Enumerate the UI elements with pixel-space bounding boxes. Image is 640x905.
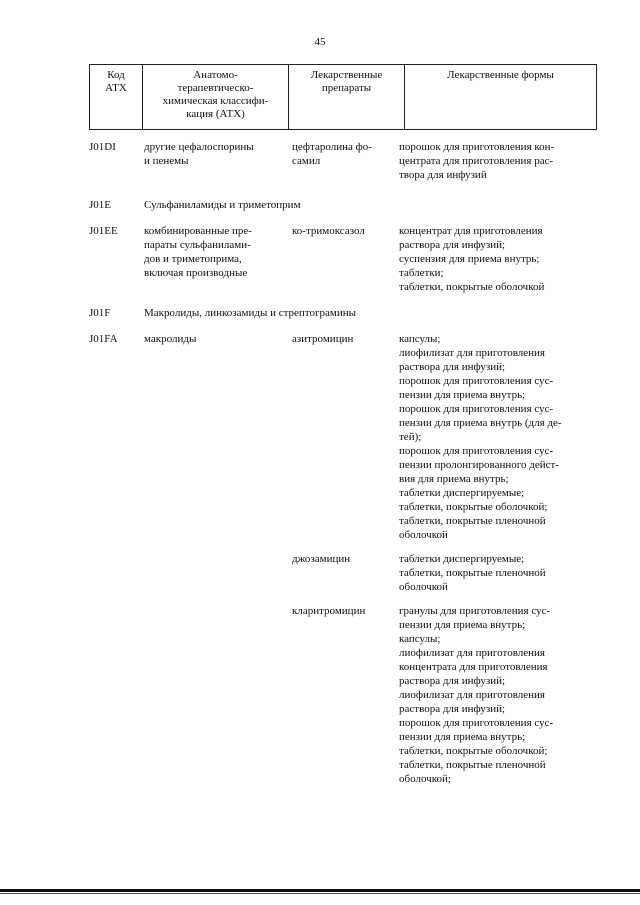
table-row — [89, 198, 609, 212]
header-classification: Анатомо- терапевтическо- химическая классифи- кация (АТХ) — [142, 65, 288, 129]
bottom-rule — [0, 889, 640, 892]
table-body — [89, 140, 609, 786]
atc-group-title: Макролиды, линкозамиды и стрептограмины — [144, 307, 356, 319]
bottom-rule-thin — [0, 893, 640, 894]
table-row — [89, 552, 609, 594]
header-drugs: Лекарственные препараты — [288, 65, 404, 129]
atc-group-title: Сульфаниламиды и триметоприм — [144, 199, 301, 211]
atc-code: J01EE — [89, 225, 118, 237]
atc-code: J01E — [89, 199, 111, 211]
atc-classification — [144, 552, 292, 594]
drug-name: кларитромицин — [292, 605, 366, 617]
dosage-forms: таблетки диспергируемые; таблетки, покрытые пленочной оболочкой — [399, 553, 546, 593]
atc-code — [89, 604, 144, 786]
header-code: Код АТХ — [105, 69, 127, 94]
table-row — [89, 224, 609, 294]
atc-classification: другие цефалоспорины и пенемы — [144, 141, 254, 167]
atc-code: J01DI — [89, 141, 116, 153]
atc-classification — [144, 604, 292, 786]
drug-name: цефтаролина фо- самил — [292, 141, 372, 167]
table-header — [89, 64, 597, 130]
atc-classification: комбинированные пре- параты сульфанилами- дов и триметоприма, включая производные — [144, 225, 252, 279]
table-row — [89, 604, 609, 786]
dosage-forms: концентрат для приготовления раствора для инфузий; суспензия для приема внутрь; таблетки; таблетки, покрытые оболочкой — [399, 225, 545, 293]
dosage-forms: порошок для приготовления кон- центрата для приготовления рас- твора для инфузий — [399, 141, 555, 181]
drug-name: джозамицин — [292, 553, 351, 565]
page-number: 45 — [314, 36, 326, 48]
atc-classification: макролиды — [144, 333, 197, 345]
atc-code: J01F — [89, 307, 111, 319]
table-row — [89, 306, 609, 320]
table-row — [89, 332, 609, 542]
dosage-forms: капсулы; лиофилизат для приготовления раствора для инфузий; порошок для приготовления сус- пензии для приема внутрь; порошок для приготовления сус- пензии для приема внутрь (для де- тей); порошок для приготовления сус- пензии пролонгированного дейст- вия для приема внутрь; таблетки диспергируемые; таблетки, покрытые оболочкой; таблетки, покрытые пленочной оболочкой — [399, 333, 562, 541]
atc-code: J01FA — [89, 333, 118, 345]
dosage-forms: гранулы для приготовления сус- пензии для приема внутрь; капсулы; лиофилизат для приготовления концентрата для приготовления раствора для инфузий; лиофилизат для приготовления раствора для инфузий; порошок для приготовления сус- пензии для приема внутрь; таблетки, покрытые оболочкой; таблетки, покрытые пленочной оболочкой; — [399, 605, 554, 785]
drug-name: азитромицин — [292, 333, 354, 345]
table-row — [89, 140, 609, 182]
drug-name: ко-тримоксазол — [292, 225, 365, 237]
atc-code — [89, 552, 144, 594]
header-forms: Лекарственные формы — [404, 65, 596, 129]
